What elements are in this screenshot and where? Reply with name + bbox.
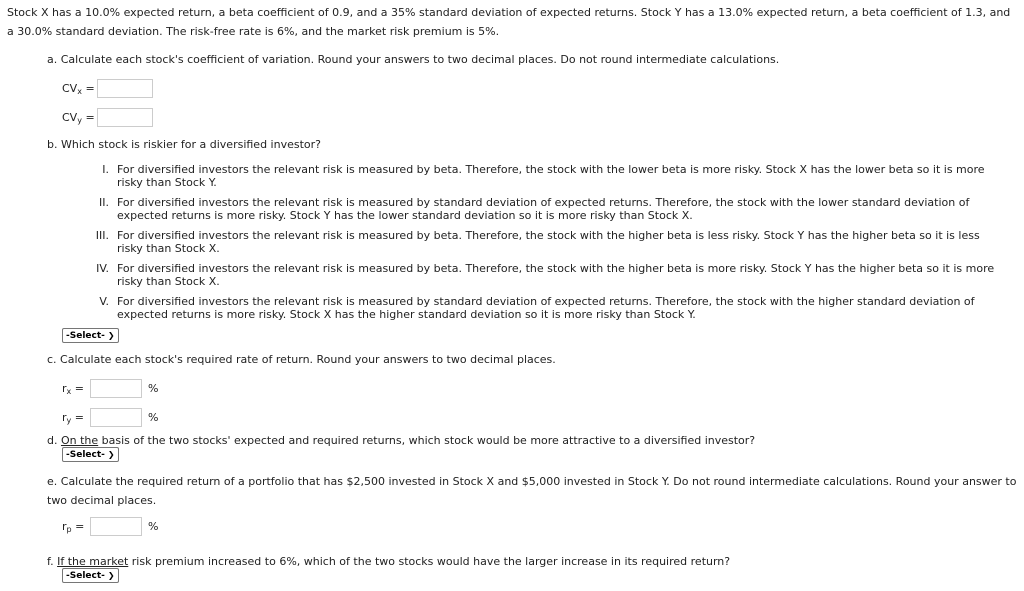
option-text: For diversified investors the relevant risk is measured by beta. Therefore, the stock with the higher beta is less risky. Stock Y has the higher beta so it is less risky than Stock X.	[117, 229, 980, 255]
option-number: I.	[102, 163, 109, 176]
part-c-question: c. Calculate each stock's required rate of return. Round your answers to two decimal places.	[47, 353, 556, 366]
option-number: III.	[95, 229, 109, 242]
part-f-question: f. If the market risk premium increased to 6%, which of the two stocks would have the larger increase in its required return?	[47, 555, 731, 568]
part-f-select[interactable]: -Select- ❯	[62, 568, 119, 583]
option-text: For diversified investors the relevant risk is measured by standard deviation of expected returns. Therefore, the stock with the higher standard deviation of expected returns is more risky. Stock X has the higher standard deviation so it is more risky than Stock Y.	[117, 295, 975, 321]
problem-intro: Stock X has a 10.0% expected return, a beta coefficient of 0.9, and a 35% standard deviation of expected returns. Stock Y has a 13.0% expected return, a beta coefficient of 1.3, and a 30.0% standard deviation. The risk-free rate is 6%, and the market risk premium is 5%.	[7, 6, 1011, 38]
part-d-question: d. On the basis of the two stocks' expected and required returns, which stock would be more attractive to a diversified investor?	[47, 434, 756, 447]
part-d-select[interactable]: -Select- ❯	[62, 447, 119, 462]
cvx-input[interactable]	[97, 79, 153, 98]
chevron-down-icon: ❯	[107, 571, 115, 580]
cvy-label: $CV_y$ =	[62, 111, 95, 125]
part-e-question: e. Calculate the required return of a portfolio that has $2,500 invested in Stock X and $5,000 invested in Stock Y. Do not round intermediate calculations. Round your answer to two decimal places.	[47, 475, 1017, 507]
ry-label: $r_y$ =	[62, 411, 84, 425]
ry-input[interactable]	[90, 408, 142, 427]
part-a-question: a. Calculate each stock's coefficient of variation. Round your answers to two decimal places. Do not round intermediate calculations.	[47, 53, 780, 66]
option-text: For diversified investors the relevant risk is measured by beta. Therefore, the stock with the lower beta is more risky. Stock X has the lower beta so it is more risky than Stock Y.	[117, 163, 985, 189]
rx-input[interactable]	[90, 379, 142, 398]
rx-unit: %	[148, 382, 159, 395]
option-number: V.	[99, 295, 109, 308]
cvx-label: $CV_x$ =	[62, 82, 95, 96]
rp-input[interactable]	[90, 517, 142, 536]
rx-label: $r_x$ =	[62, 382, 84, 396]
cvy-input[interactable]	[97, 108, 153, 127]
option-text: For diversified investors the relevant risk is measured by beta. Therefore, the stock with the higher beta is more risky. Stock Y has the higher beta so it is more risky than Stock X.	[117, 262, 995, 288]
option-text: For diversified investors the relevant risk is measured by standard deviation of expected returns. Therefore, the stock with the lower standard deviation of expected returns is more risky. Stock Y has the lower standard deviation so it is more risky than Stock X.	[117, 196, 970, 222]
part-b-question: b. Which stock is riskier for a diversified investor?	[47, 138, 321, 151]
option-number: II.	[99, 196, 109, 209]
chevron-down-icon: ❯	[107, 450, 115, 459]
chevron-down-icon: ❯	[107, 331, 115, 340]
ry-unit: %	[148, 411, 159, 424]
option-number: IV.	[96, 262, 109, 275]
part-b-select[interactable]: -Select- ❯	[62, 328, 119, 343]
rp-unit: %	[148, 520, 159, 533]
rp-label: $r_p$ =	[62, 520, 85, 534]
